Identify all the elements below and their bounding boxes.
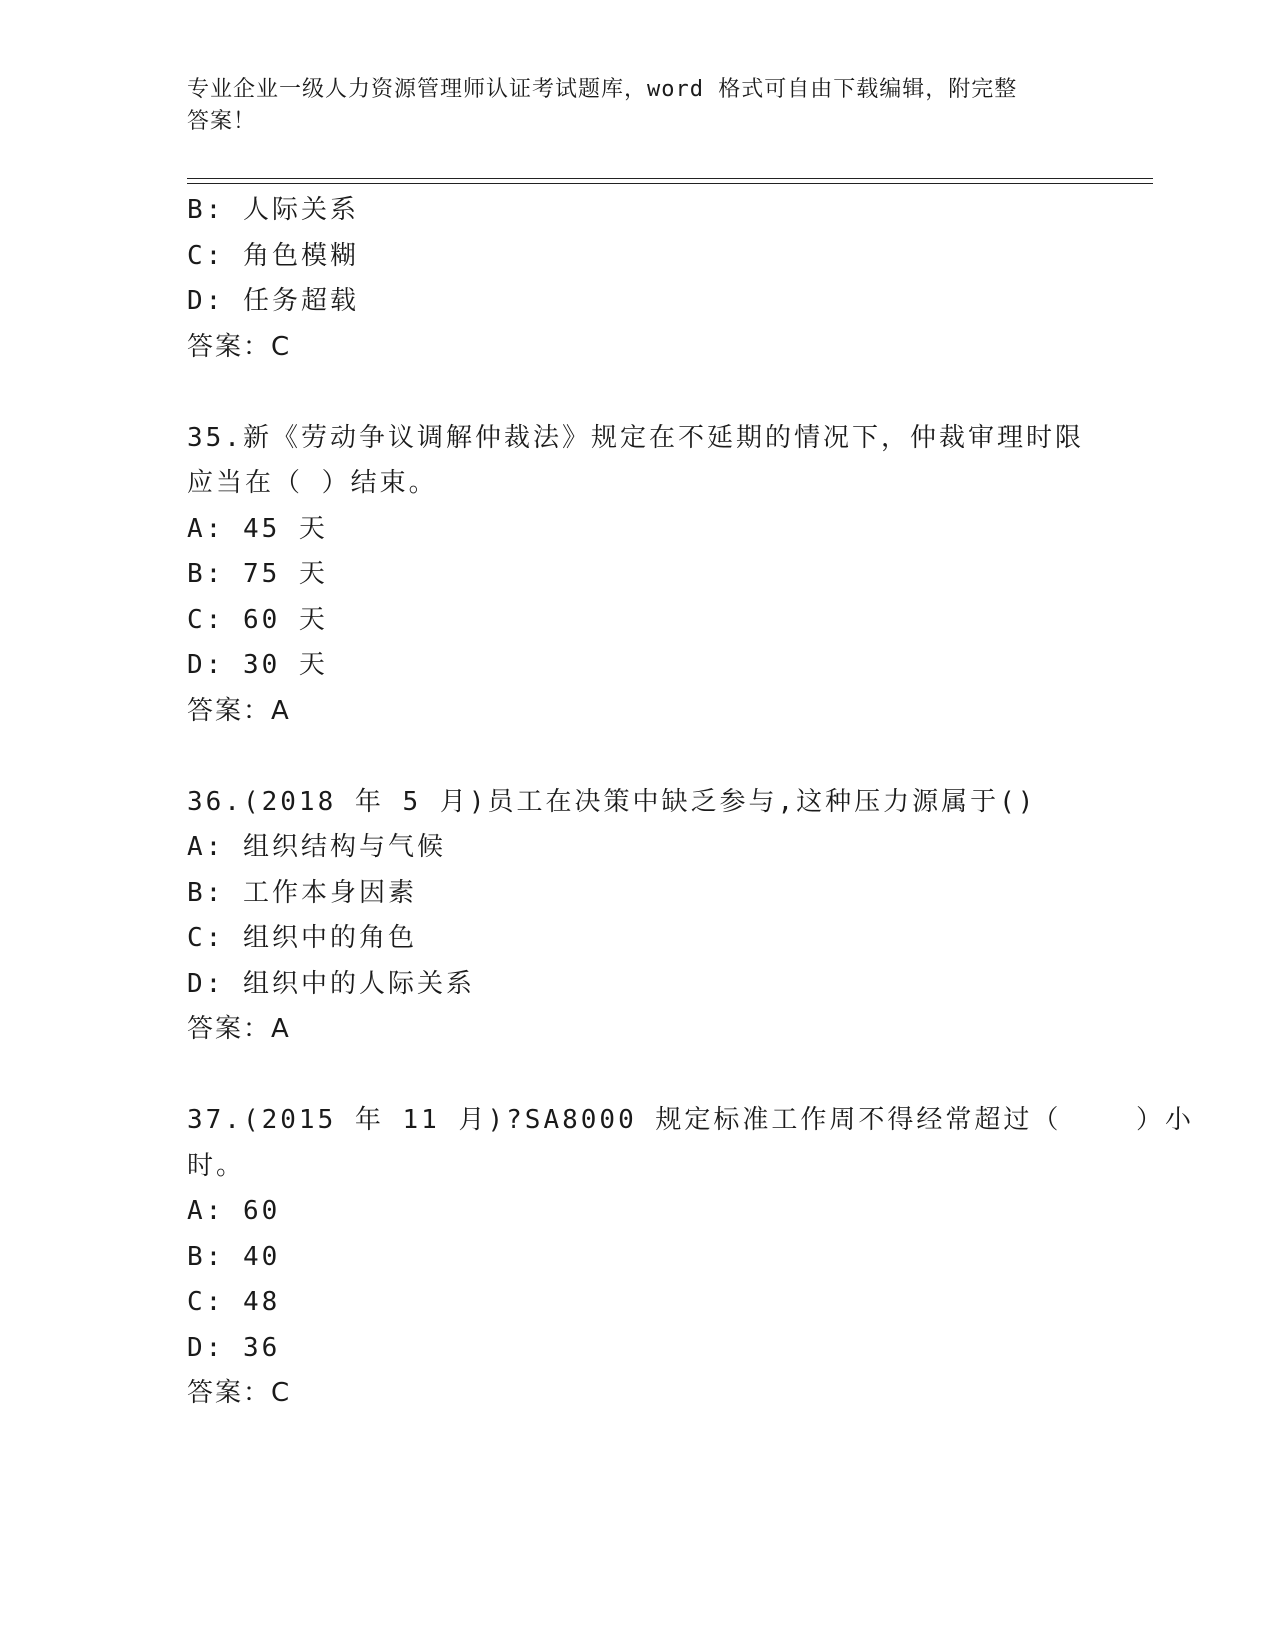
option-d: D: 36 bbox=[187, 1332, 281, 1363]
spacer bbox=[187, 1053, 1087, 1099]
option-c: C: 48 bbox=[187, 1287, 281, 1317]
question-37 bbox=[187, 1098, 1194, 1417]
answer-line: 答案：C bbox=[187, 331, 292, 362]
header-divider-top bbox=[187, 178, 1153, 179]
option-b: B: 40 bbox=[187, 1241, 281, 1272]
option-d: D: 任务超载 bbox=[187, 286, 359, 316]
question-text-line: 36.(2018 年 5 月)员工在决策中缺乏参与,这种压力源属于() bbox=[187, 786, 1037, 817]
spacer bbox=[187, 370, 1087, 416]
header-divider-bottom bbox=[187, 183, 1153, 184]
option-d: D: 30 天 bbox=[187, 650, 328, 680]
option-b: B: 75 天 bbox=[187, 559, 328, 589]
option-b: B: 人际关系 bbox=[187, 195, 359, 225]
option-c: C: 60 天 bbox=[187, 604, 328, 635]
option-d: D: 组织中的人际关系 bbox=[187, 968, 475, 999]
answer-line: 答案：A bbox=[187, 1014, 291, 1044]
option-a: A: 60 bbox=[187, 1196, 281, 1226]
header-line-2: 答案！ bbox=[187, 109, 257, 134]
answer-line: 答案：A bbox=[187, 695, 291, 726]
previous-question-tail bbox=[187, 188, 1087, 370]
option-c: C: 角色模糊 bbox=[187, 240, 359, 271]
header-line-1: 专业企业一级人力资源管理师认证考试题库，word 格式可自由下载编辑，附完整 bbox=[187, 77, 1018, 102]
question-36 bbox=[187, 780, 1087, 1053]
option-c: C: 组织中的角色 bbox=[187, 923, 417, 953]
question-text-line: 时。 bbox=[187, 1150, 246, 1181]
option-b: B: 工作本身因素 bbox=[187, 877, 417, 908]
question-text-line: 应当在（ ）结束。 bbox=[187, 468, 438, 498]
question-list bbox=[187, 188, 1194, 1417]
question-text-line: 35.新《劳动争议调解仲裁法》规定在不延期的情况下，仲裁审理时限 bbox=[187, 422, 1084, 453]
question-35 bbox=[187, 416, 1087, 735]
answer-line: 答案：C bbox=[187, 1378, 292, 1408]
spacer bbox=[187, 734, 1087, 780]
question-text-line: 37.(2015 年 11 月)?SA8000 规定标准工作周不得经常超过（ ）小 bbox=[187, 1105, 1194, 1135]
option-a: A: 45 天 bbox=[187, 513, 328, 544]
document-header bbox=[187, 74, 1067, 138]
option-a: A: 组织结构与气候 bbox=[187, 832, 446, 862]
